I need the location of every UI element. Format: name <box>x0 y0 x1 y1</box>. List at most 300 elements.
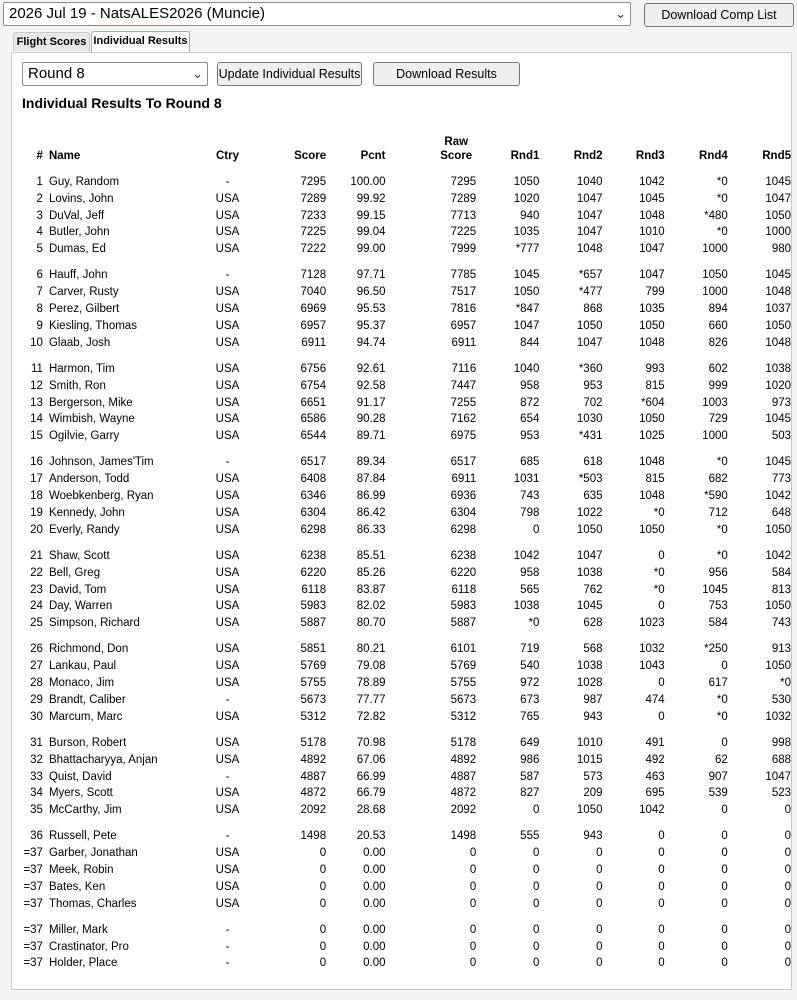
cell-score: 6754 <box>300 379 327 392</box>
cell-rnd1: *777 <box>515 243 540 256</box>
cell-rnd4: 0 <box>721 923 728 936</box>
cell-ctry: USA <box>215 643 240 656</box>
cell-rnd4: 0 <box>721 830 728 843</box>
cell-raw-score: 0 <box>469 940 477 953</box>
cell-ctry: USA <box>215 506 240 519</box>
cell-rnd5: 743 <box>771 617 791 630</box>
table-row <box>22 658 791 675</box>
top-bar <box>0 0 797 30</box>
table-row <box>22 361 791 378</box>
cell-score: 4872 <box>300 787 327 800</box>
cell-rnd3: 0 <box>658 897 665 910</box>
cell-pcnt: 85.26 <box>356 566 386 579</box>
cell-ctry: USA <box>215 226 240 239</box>
cell-rnd4: 956 <box>708 566 728 579</box>
cell-pcnt: 94.74 <box>356 336 386 349</box>
cell-rnd2: *360 <box>578 362 603 375</box>
cell-name: Johnson, James'Tim <box>48 456 154 469</box>
cell-name: Perez, Gilbert <box>48 303 120 316</box>
cell-pcnt: 95.53 <box>356 303 386 316</box>
cell-rnd2: 568 <box>583 643 603 656</box>
cell-pcnt: 86.33 <box>356 523 386 536</box>
cell-pcnt: 99.15 <box>356 209 386 222</box>
cell-name: Quist, David <box>48 770 112 783</box>
cell-rnd4: *0 <box>716 456 728 469</box>
row-spacer-cell <box>22 538 791 548</box>
cell-rnd2: *477 <box>578 286 603 299</box>
table-row <box>22 939 791 956</box>
cell-score: 6957 <box>300 319 327 332</box>
row-spacer <box>22 163 791 174</box>
cell-pcnt: 87.84 <box>356 473 386 486</box>
cell-raw-score: 5755 <box>450 677 477 690</box>
cell-score: 0 <box>319 863 327 876</box>
cell-rank: 19 <box>30 506 43 519</box>
cell-rank: 31 <box>30 736 43 749</box>
cell-pcnt: 0.00 <box>363 897 386 910</box>
cell-raw-score: 6304 <box>450 506 477 519</box>
cell-rnd4: *590 <box>704 490 728 503</box>
cell-rnd3: 815 <box>645 379 665 392</box>
cell-rnd3: 1023 <box>639 617 665 630</box>
cell-rank: 25 <box>30 617 43 630</box>
table-row <box>22 922 791 939</box>
cell-score: 5312 <box>300 710 327 723</box>
cell-rnd2: 1038 <box>576 660 603 673</box>
cell-rnd1: 940 <box>520 209 540 222</box>
table-row <box>22 565 791 582</box>
cell-rnd2: 943 <box>583 830 603 843</box>
cell-rnd1: 565 <box>520 583 540 596</box>
cell-name: Everly, Randy <box>48 523 120 536</box>
cell-score: 4887 <box>300 770 327 783</box>
col-header-ctry[interactable]: Ctry <box>215 150 239 162</box>
cell-rnd2: 1015 <box>576 753 603 766</box>
col-header-rnd1[interactable]: Rnd1 <box>510 150 540 162</box>
col-header-rnd5[interactable]: Rnd5 <box>762 150 791 162</box>
cell-rnd1: 1040 <box>513 362 540 375</box>
cell-ctry: USA <box>215 243 240 256</box>
cell-name: Russell, Pete <box>48 830 117 843</box>
cell-rnd4: 0 <box>721 660 728 673</box>
cell-pcnt: 86.99 <box>356 490 386 503</box>
cell-pcnt: 96.50 <box>356 286 386 299</box>
update-individual-results-button[interactable]: Update Individual Results <box>217 62 362 86</box>
cell-score: 0 <box>319 957 327 970</box>
cell-rnd1: 872 <box>520 396 540 409</box>
cell-rnd1: 673 <box>520 693 540 706</box>
cell-rank: 11 <box>31 362 43 375</box>
table-row <box>22 522 791 539</box>
cell-ctry: - <box>225 940 230 953</box>
table-row <box>22 735 791 752</box>
cell-rnd4: *0 <box>716 192 728 205</box>
cell-raw-score: 6975 <box>450 430 477 443</box>
cell-rnd1: 685 <box>520 456 540 469</box>
cell-rank: 10 <box>30 336 43 349</box>
cell-rnd5: 1050 <box>765 209 791 222</box>
cell-score: 6304 <box>300 506 327 519</box>
cell-pcnt: 91.17 <box>356 396 386 409</box>
row-spacer <box>22 725 791 735</box>
cell-rnd3: 1043 <box>639 660 665 673</box>
cell-rank: 2 <box>36 192 43 205</box>
cell-ctry: USA <box>215 286 240 299</box>
cell-rnd2: 1038 <box>576 566 603 579</box>
cell-rnd5: 1050 <box>765 600 791 613</box>
cell-name: Richmond, Don <box>48 643 129 656</box>
cell-ctry: USA <box>215 319 240 332</box>
cell-rnd4: *480 <box>704 209 728 222</box>
cell-score: 5755 <box>300 677 327 690</box>
table-row <box>22 318 791 335</box>
cell-name: Ogilvie, Garry <box>48 430 120 443</box>
cell-raw-score: 6936 <box>450 490 477 503</box>
cell-rnd3: 0 <box>658 710 665 723</box>
cell-raw-score: 5178 <box>450 736 477 749</box>
cell-rnd3: 1047 <box>639 243 665 256</box>
cell-rnd2: 1047 <box>576 226 603 239</box>
cell-score: 6517 <box>300 456 327 469</box>
cell-rnd4: 0 <box>721 897 728 910</box>
cell-raw-score: 6911 <box>451 336 477 349</box>
cell-rnd2: 0 <box>596 847 603 860</box>
cell-rnd2: 987 <box>583 693 603 706</box>
table-row <box>22 752 791 769</box>
cell-rnd1: 743 <box>520 490 540 503</box>
cell-rank: 17 <box>30 473 43 486</box>
cell-rnd1: 958 <box>520 379 540 392</box>
cell-rnd2: 0 <box>596 923 603 936</box>
cell-rnd2: 0 <box>596 940 603 953</box>
cell-pcnt: 83.87 <box>356 583 386 596</box>
table-row <box>22 301 791 318</box>
table-row <box>22 335 791 352</box>
cell-rnd1: 1050 <box>513 176 540 188</box>
col-header-name[interactable]: Name <box>48 150 81 162</box>
cell-rank: =37 <box>23 863 43 876</box>
cell-pcnt: 0.00 <box>363 880 386 893</box>
cell-rnd2: 1047 <box>576 336 603 349</box>
cell-pcnt: 0.00 <box>363 957 386 970</box>
cell-raw-score: 4872 <box>450 787 477 800</box>
competition-select-value: 2026 Jul 19 - NatsALES2026 (Muncie) <box>9 5 265 22</box>
cell-rnd1: 972 <box>520 677 540 690</box>
cell-name: Kiesling, Thomas <box>48 319 137 332</box>
cell-rank: 33 <box>30 770 43 783</box>
table-row <box>22 241 791 258</box>
cell-rank: 35 <box>30 804 43 817</box>
cell-rnd3: 1032 <box>639 643 665 656</box>
cell-rnd4: 826 <box>708 336 728 349</box>
cell-rnd5: 973 <box>771 396 791 409</box>
cell-rank: =37 <box>23 923 43 936</box>
cell-rank: =37 <box>23 847 43 860</box>
cell-pcnt: 70.98 <box>356 736 386 749</box>
row-spacer <box>22 445 791 455</box>
cell-rnd3: 1048 <box>639 456 665 469</box>
cell-rnd3: 463 <box>645 770 665 783</box>
cell-pcnt: 79.08 <box>356 660 386 673</box>
cell-ctry: USA <box>215 897 240 910</box>
cell-pcnt: 85.51 <box>356 549 386 562</box>
cell-rnd1: 0 <box>532 863 540 876</box>
table-row <box>22 395 791 412</box>
cell-score: 6408 <box>300 473 327 486</box>
cell-raw-score: 5887 <box>450 617 477 630</box>
results-body <box>22 163 791 972</box>
round-select[interactable] <box>22 62 208 86</box>
cell-name: Woebkenberg, Ryan <box>48 490 154 503</box>
cell-ctry: USA <box>215 192 240 205</box>
cell-rnd5: 503 <box>771 430 791 443</box>
cell-score: 6756 <box>300 362 327 375</box>
cell-rnd5: 0 <box>784 830 791 843</box>
cell-rnd1: 0 <box>532 523 540 536</box>
cell-rank: 36 <box>30 830 43 843</box>
cell-rnd5: 530 <box>771 693 791 706</box>
cell-rnd3: 695 <box>645 787 665 800</box>
cell-rnd5: 1048 <box>765 336 791 349</box>
cell-name: Butler, John <box>48 226 110 239</box>
cell-name: Glaab, Josh <box>48 336 111 349</box>
cell-rnd5: 1047 <box>765 192 791 205</box>
cell-name: Smith, Ron <box>48 379 106 392</box>
cell-raw-score: 7225 <box>450 226 477 239</box>
table-row <box>22 845 791 862</box>
cell-rnd3: 799 <box>645 286 665 299</box>
cell-rank: 15 <box>30 430 43 443</box>
cell-pcnt: 66.79 <box>356 787 386 800</box>
cell-rnd5: 648 <box>771 506 791 519</box>
cell-raw-score: 5769 <box>450 660 477 673</box>
cell-ctry: USA <box>215 523 240 536</box>
cell-rnd2: 1050 <box>576 319 603 332</box>
cell-score: 5673 <box>300 693 327 706</box>
cell-raw-score: 7289 <box>450 192 477 205</box>
cell-name: Crastinator, Pro <box>48 940 129 953</box>
table-header-row <box>22 127 791 163</box>
cell-score: 7233 <box>300 209 327 222</box>
table-row <box>22 378 791 395</box>
cell-rnd1: 1038 <box>513 600 540 613</box>
col-header-raw-score-label: Raw Score <box>440 136 473 162</box>
competition-select[interactable] <box>3 2 631 26</box>
cell-ctry: USA <box>215 677 240 690</box>
cell-rnd1: 958 <box>520 566 540 579</box>
cell-ctry: USA <box>215 303 240 316</box>
cell-raw-score: 4887 <box>450 770 477 783</box>
cell-rank: 4 <box>36 226 43 239</box>
round-select-value: Round 8 <box>28 65 85 82</box>
cell-name: Hauff, John <box>48 269 108 282</box>
cell-score: 5887 <box>300 617 327 630</box>
cell-name: Lovins, John <box>48 192 114 205</box>
cell-score: 6238 <box>300 549 327 562</box>
cell-rnd1: 0 <box>532 880 540 893</box>
cell-rnd4: 539 <box>708 787 728 800</box>
cell-raw-score: 5673 <box>450 693 477 706</box>
cell-rnd4: 753 <box>708 600 728 613</box>
cell-rnd4: 0 <box>721 847 728 860</box>
cell-rnd2: 0 <box>596 957 603 970</box>
cell-pcnt: 90.28 <box>356 413 386 426</box>
cell-ctry: - <box>225 770 230 783</box>
cell-name: Carver, Rusty <box>48 286 119 299</box>
cell-pcnt: 100.00 <box>350 176 386 188</box>
cell-rnd2: 1022 <box>576 506 603 519</box>
cell-score: 4892 <box>300 753 327 766</box>
results-table <box>22 127 791 972</box>
cell-rnd3: 1042 <box>639 804 665 817</box>
cell-rnd3: 1047 <box>639 269 665 282</box>
cell-rnd5: 0 <box>784 863 791 876</box>
cell-rnd3: 1025 <box>639 430 665 443</box>
cell-ctry: USA <box>215 362 240 375</box>
cell-rnd5: 1032 <box>765 710 791 723</box>
cell-ctry: - <box>225 957 230 970</box>
cell-name: Simpson, Richard <box>48 617 140 630</box>
cell-pcnt: 99.00 <box>356 243 386 256</box>
download-results-button[interactable]: Download Results <box>373 62 520 86</box>
col-header-rnd4[interactable]: Rnd4 <box>699 150 728 162</box>
cell-rank: 9 <box>36 319 43 332</box>
cell-rnd3: 1035 <box>639 303 665 316</box>
cell-ctry: USA <box>215 863 240 876</box>
cell-raw-score: 7447 <box>450 379 477 392</box>
cell-rnd2: 573 <box>583 770 603 783</box>
col-header-score[interactable]: Score <box>294 150 327 162</box>
cell-name: Anderson, Todd <box>48 473 130 486</box>
row-spacer-cell <box>22 632 791 642</box>
cell-rnd5: 523 <box>771 787 791 800</box>
cell-raw-score: 0 <box>469 957 477 970</box>
cell-rnd2: *431 <box>578 430 603 443</box>
cell-pcnt: 80.70 <box>356 617 386 630</box>
cell-rnd4: 584 <box>708 617 728 630</box>
table-row <box>22 675 791 692</box>
cell-rnd1: 986 <box>520 753 540 766</box>
cell-score: 6651 <box>300 396 327 409</box>
cell-ctry: USA <box>215 583 240 596</box>
cell-rnd1: 654 <box>520 413 540 426</box>
table-row <box>22 955 791 972</box>
cell-pcnt: 99.92 <box>356 192 386 205</box>
cell-name: Marcum, Marc <box>48 710 123 723</box>
cell-rank: 18 <box>30 490 43 503</box>
cell-rnd3: 0 <box>658 830 665 843</box>
row-spacer-cell <box>22 163 791 174</box>
cell-ctry: - <box>225 693 230 706</box>
cell-rnd5: 913 <box>771 643 791 656</box>
cell-score: 6586 <box>300 413 327 426</box>
download-comp-list-button[interactable]: Download Comp List <box>644 3 794 27</box>
cell-pcnt: 92.61 <box>356 362 386 375</box>
cell-name: Burson, Robert <box>48 736 127 749</box>
cell-rnd1: 0 <box>532 897 540 910</box>
cell-rnd3: 1010 <box>639 226 665 239</box>
cell-ctry: USA <box>215 413 240 426</box>
cell-rnd4: 907 <box>708 770 728 783</box>
cell-rnd3: 993 <box>645 362 665 375</box>
cell-rnd1: 765 <box>520 710 540 723</box>
col-header-rnd3[interactable]: Rnd3 <box>635 150 665 162</box>
cell-rnd5: 1045 <box>765 176 791 188</box>
cell-rnd5: 1045 <box>765 456 791 469</box>
cell-ctry: - <box>225 456 230 469</box>
cell-rank: 5 <box>36 243 43 256</box>
cell-rnd3: 1050 <box>639 523 665 536</box>
cell-raw-score: 6220 <box>450 566 477 579</box>
cell-raw-score: 0 <box>469 897 477 910</box>
cell-ctry: USA <box>215 600 240 613</box>
cell-rnd1: 0 <box>532 804 540 817</box>
cell-name: Brandt, Caliber <box>48 693 126 706</box>
col-header-rnd2[interactable]: Rnd2 <box>573 150 603 162</box>
cell-rank: 14 <box>30 413 43 426</box>
cell-raw-score: 4892 <box>450 753 477 766</box>
cell-rnd4: 617 <box>708 677 728 690</box>
table-row <box>22 598 791 615</box>
col-header-pcnt[interactable]: Pcnt <box>360 150 386 162</box>
cell-rnd1: 1031 <box>513 473 540 486</box>
cell-pcnt: 86.42 <box>356 506 386 519</box>
cell-rnd5: 1050 <box>765 319 791 332</box>
cell-rnd3: 0 <box>658 549 665 562</box>
row-spacer-cell <box>22 351 791 361</box>
cell-ctry: USA <box>215 710 240 723</box>
results-title: Individual Results To Round 8 <box>22 95 222 111</box>
cell-rank: 32 <box>30 753 43 766</box>
cell-ctry: USA <box>215 736 240 749</box>
cell-name: Kennedy, John <box>48 506 125 519</box>
cell-score: 6969 <box>300 303 327 316</box>
cell-rnd4: *0 <box>716 549 728 562</box>
cell-pcnt: 99.04 <box>356 226 386 239</box>
cell-rnd3: *604 <box>640 396 665 409</box>
cell-raw-score: 1498 <box>450 830 477 843</box>
cell-ctry: USA <box>215 336 240 349</box>
cell-pcnt: 89.71 <box>356 430 386 443</box>
cell-rnd5: 813 <box>771 583 791 596</box>
cell-rank: =37 <box>23 940 43 953</box>
cell-pcnt: 66.99 <box>356 770 386 783</box>
cell-score: 7040 <box>300 286 327 299</box>
cell-rnd5: 1050 <box>765 523 791 536</box>
tab-individual-results[interactable]: Individual Results <box>91 31 190 52</box>
cell-rank: 22 <box>30 566 43 579</box>
cell-raw-score: 7255 <box>450 396 477 409</box>
cell-rnd4: 0 <box>721 957 728 970</box>
cell-rnd5: 773 <box>771 473 791 486</box>
cell-rnd5: 1048 <box>765 286 791 299</box>
cell-rnd3: *0 <box>653 506 665 519</box>
cell-rnd2: 943 <box>583 710 603 723</box>
col-header-num[interactable]: # <box>36 150 43 162</box>
tab-flight-scores[interactable]: Flight Scores <box>13 32 90 51</box>
cell-raw-score: 7116 <box>451 362 477 375</box>
cell-score: 7128 <box>300 269 327 282</box>
col-header-raw-score[interactable] <box>386 127 477 163</box>
cell-rnd1: 587 <box>520 770 540 783</box>
row-spacer-cell <box>22 725 791 735</box>
table-row <box>22 174 791 191</box>
table-row <box>22 267 791 284</box>
cell-name: DuVal, Jeff <box>48 209 105 222</box>
cell-raw-score: 5312 <box>450 710 477 723</box>
cell-raw-score: 6118 <box>451 583 477 596</box>
cell-rank: 20 <box>30 523 43 536</box>
